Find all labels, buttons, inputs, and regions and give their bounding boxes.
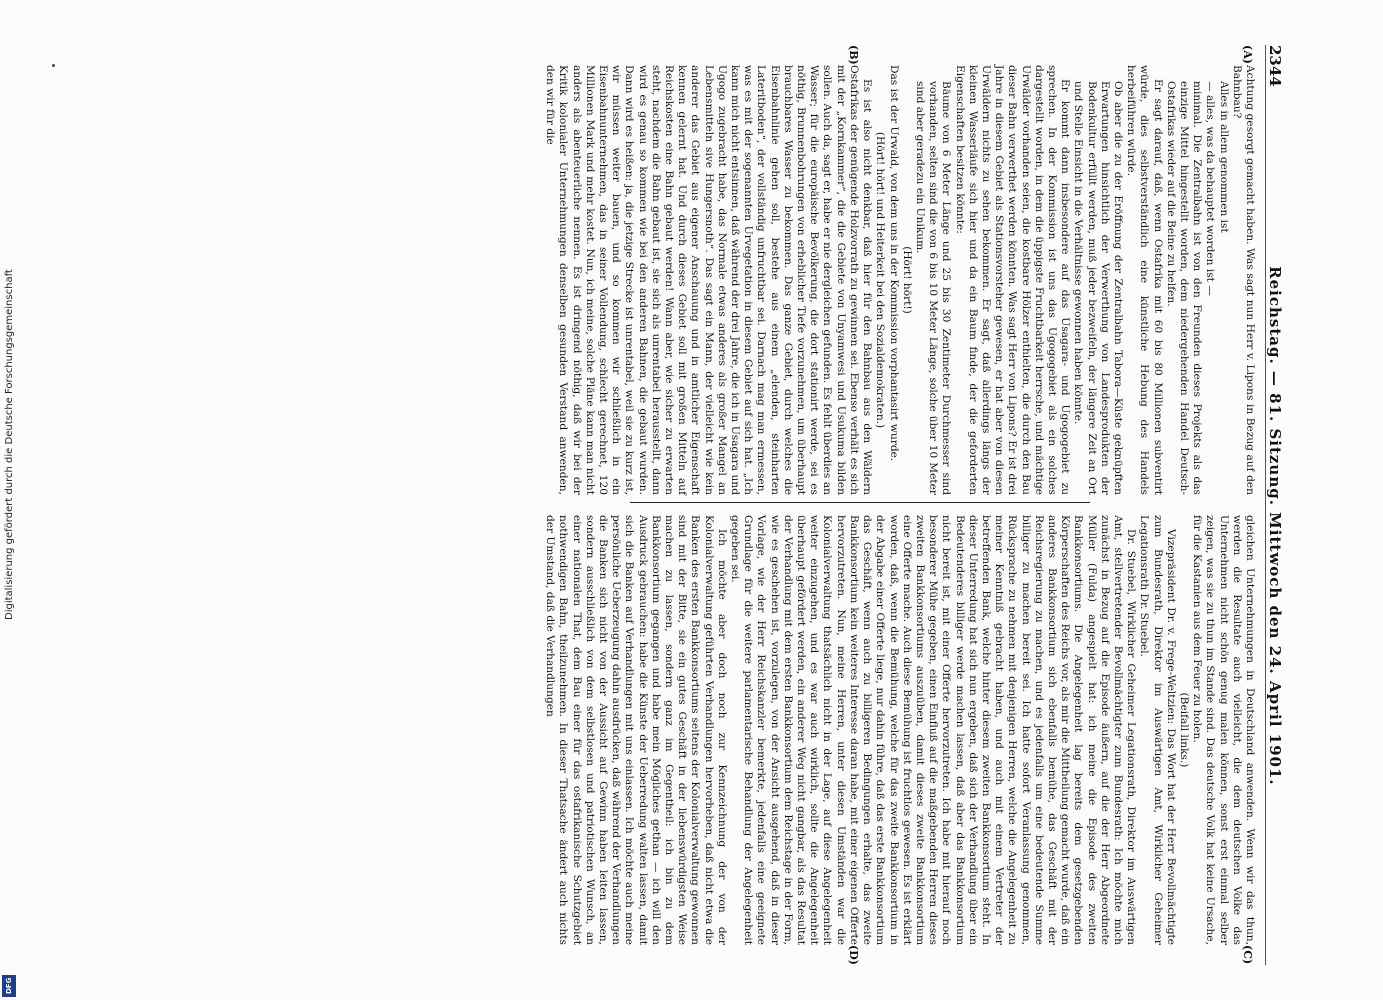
margin-letter-c: (C) xyxy=(1241,945,1254,965)
paragraph: Er sagt darauf, daß, wenn Ostafrika mit 60 bis 80 Millionen subventirt würde, dies selbstverständlich eine künstliche Hebung des Handels herbeiführen würde. xyxy=(1125,65,1164,495)
paragraph: Dr. Stuebel, Wirklicher Geheimer Legationsrath, Direktor im Auswärtigen Amt, stellvertretender Bevollmächtigter zum Bundesrath: Ich möchte mich zunächst in Bezug auf die Episode äußern, auf die der Herr Abgeordnete Müller (Fulda) angespielt hat: ich meine die Episode des zweiten Bankkonsortiums. Die Angelegenheit lag bereits dem gesetzgebenden Körperschaften des Reichs vor, als mir die Mittheilung gemacht wurde, daß ein anderes Bankkonsortium sich ebenfalls bemühe, das Geschäft mit der Reichsregierung zu machen, und es jedenfalls um eine bedeutende Summe billiger zu machen bereit sei. Ich hatte sofort Veranlassung genommen, Rücksprache zu nehmen mit denjenigen Herren, welche die Angelegenheit zu meiner Kenntniß gebracht haben, und auch mit einem Vertreter der betreffenden Bank, welche hinter diesem zweiten Bankkonsortium steht. In dieser Unterredung hat sich nun ergeben, daß sich der Verhandlung über ein Bedeutenderes billiger werde machen lassen, daß aber das Bankkonsortium nicht bereit ist, mit einer Offerte hervorzutreten. Ich habe mit hierauf noch besonderer Mühe gegeben, einen Einfluß auf die maßgebenden Herren dieses zweiten Bankkonsortiums auszuüben, damit dieses zweite Bankkonsortium eine Offerte mache. Auch diese Bemühung ist fruchtlos gewesen. Es ist erklärt worden, daß, wenn die Bemühung, welche für das zweite Bankkonsortium in der Abgabe einer Offerte liege, nur dahin führe, daß das erste Bankkonsortium das Geschäft, wenn auch zu billigeren Bedingungen erhalte, das zweite Bankkonsortium kein weiteres Interesse daran habe, mit einer eigenen Offerte hervorzutreten. Nun, meine Herren, unter diesen Umständen war die Kolonialverwaltung thatsächlich nicht in der Lage, auf diese Angelegenheit weiter einzugehen, und es war auch wirklich, sollte die Angelegenheit überhaupt gefördert werden, ein anderer Weg nicht gangbar, als das Resultat der Verhandlung mit dem ersten Bankkonsortium dem Reichstage in der Form, wie es geschehen ist, vorzulegen, von der Ansicht ausgehend, daß in dieser Vorlage, wie der Herr Reichskanzler bemerkte, jedenfalls eine geeignete Grundlage für die weitere parlamentarische Behandlung der Angelegenheit gegeben sei. xyxy=(729,515,1138,945)
interjection: (Hört! hört! und Heiterkeit bei den Sozialdemokraten.) xyxy=(874,131,887,429)
paragraph: Das ist der Urwald, von dem uns in der Kommission vorphantasirt wurde. xyxy=(887,65,900,462)
page-header xyxy=(1265,45,1290,965)
paragraph: Vizepräsident Dr. v. Frege-Weltzien: Das Wort hat der Herr Bevollmächtigte zum Bundesrath, Direktor im Auswärtigen Amt, Wirklicher Geheimer Legationsrath Dr. Stuebel. xyxy=(1138,515,1177,945)
paragraph: Ich möchte aber doch noch zur Kennzeichnung der von der Kolonialverwaltung geführten Verhandlungen hervorheben, daß nicht etwa die Banken des ersten Bankkonsortiums seitens der Kolonialverwaltung gewonnen sind mit der Bitte, sie ein gutes Geschäft in der liebenswürdigsten Weise machen zu lassen, sondern ganz im Gegentheil: ich bin zu dem Bankkonsortium gegangen und habe mein Mögliches gethan — ich will den Ausdruck gebrauchen: habe die Künste der Ueberredung walten lassen, damit sich die Banken auf Verhandlungen mit uns einlassen. Ich möchte auch meine persönliche Ueberzeugung dahin ausdrücken, daß während der Verhandlungen die Banken sich nicht von der Aussicht auf Gewinn haben leiten lassen, sondern ausschließlich von dem selbstlosen und patriotischen Wunsch, an einer nationalen That, dem Bau einer für das ostafrikanische Schutzgebiet nothwendigen Bahn, theilzunehmen. In dieser Thatsache ändert auch nichts der Umstand, daß die Verhandlungen xyxy=(544,515,728,945)
interjection: (Beifall links.) xyxy=(1177,692,1190,768)
dfg-logo-text: DFG xyxy=(5,977,13,995)
interjection: (Hört! hört!) xyxy=(900,246,913,314)
margin-letter-a: (A) xyxy=(1241,45,1254,64)
quote: Alles in allem genommen ist xyxy=(1217,81,1230,233)
quote: minimal. Die Zentralbahn ist von den Freunden dieses Projekts als das einzige Mittel hingestellt worden, dem niedergehenden Handel Deutsch-Ostafrikas wieder auf die Beine zu helfen. xyxy=(1164,81,1204,495)
page-number: 2344 xyxy=(1266,45,1284,87)
column-divider xyxy=(630,502,1090,503)
paragraph: Achtung gesorgt gemacht haben. Was sagt nun Herr v. Lipons in Bezug auf den Bahnbau? xyxy=(1230,65,1256,495)
paragraph: Er kommt dann insbesondere auf das Usagara- und Ugogogebiet zu sprechen. In der Kommission ist uns das Ugogogebiet als ein solches dargestellt worden, in dem die üppigste Fruchtbarkeit herrsche, und mächtige Urwälder vorhanden seien, die kostbare Hölzer enthielten, die durch den Bau dieser Bahn verwerthet werden könnten. Was sagt Herr von Lipons? Er ist drei Jahre in diesem Gebiet als Stationsvorsteher gewesen, er hat aber von diesen Urwäldern nichts zu sehen bekommen. Er sagt, daß allerdings längs der kleinen Wasserläufe sich hier und da ein Baum finde, der die geforderten Eigenschaften besitzen könnte: xyxy=(953,65,1072,495)
digitization-credit: Digitalisierung gefördert durch die Deutsche Forschungsgemeinschaft xyxy=(4,269,15,620)
paragraph: Es ist also nicht denkbar, daß hier für den Bahnbau aus den Wäldern Ostafrikas der genügende Holzvorrath zu gewinnen sei. Ebenso verhält es sich mit der „Kornkammer“, die die Gebiete von Unyamwesi und Usukuma bilden sollen. Auch da, sagt er, habe er nie dergleichen gefunden. Es fehlt überdies an Wasser; für die europäische Bevölkerung, die dort stationirt werde, sei es nöthig, Brunnenbohrungen von erheblicher Tiefe vorzunehmen, um überhaupt brauchbares Wasser zu bekommen. Das ganze Gebiet, durch welches die Eisenbahnlinie gehen soll, bestehe aus einem „elenden, steinharten Lateritboden“, der vollständig unfruchtbar sei. Darnach mag man ermessen, was es mit der sogenannten Urvegetation in diesem Gebiet auf sich hat. „Ich kann mich nicht entsinnen, daß während der drei Jahre, die ich in Usagara und Ugogo zugebracht habe, das Normale etwas anderes als großer Mangel an Lebensmitteln sive Hungersnoth“. Das sagt ein Mann, der vielleicht wie kein anderer das Gebiet aus eigener Anschauung und in amtlicher Eigenschaft kennen gelernt hat. Und durch dieses Gebiet soll mit großen Mitteln auf Reichskosten eine Bahn gebaut werden! Wann aber, wie sicher zu erwarten steht, nachdem die Bahn gebaut ist, sie sich als unrentabel herausstellt, dann wird es genau so kommen wie bei den anderen Bahnen, die gebaut wurden. Dann wird es heißen: ja, die jetzige Strecke ist unrentabel, weil sie zu kurz ist, wir müssen weiter bauen, und so kommen wir schließlich in ein Eisenbahnunternehmen, das in seiner Vollendung, schlecht gerechnet, 120 Millionen Mark und mehr kostet. Nun, ich meine, solche Pläne kann man nicht anders als abenteuerliche nennen. Es ist dringend nöthig, daß wir bei der Kritik kolonialer Unternehmungen denselben gesunden Verstand anwenden, den wir für die xyxy=(544,65,874,495)
right-column xyxy=(544,515,1256,945)
paragraph: gleichen Unternehmungen in Deutschland anwenden. Wenn wir das thun, werden die Resultate auch vielleicht, die dem deutschen Volke das Unternehmen nicht schön genug malen können, sonst erst einmal selber zeigen, was sie zu thun im Stande sind. Das deutsche Volk hat keine Ursache, für die Kastanien aus dem Feuer zu holen. xyxy=(1191,515,1256,945)
margin-letter-b: (B) xyxy=(847,45,860,65)
left-column xyxy=(544,65,1256,495)
page-title: Reichstag. — 81. Sitzung. Mittwoch den 24. April 1901. xyxy=(1266,266,1284,786)
margin-letter-d: (D) xyxy=(847,945,860,965)
rotated-page xyxy=(50,45,1290,965)
quote: — alles, was da behauptet worden ist — xyxy=(1204,81,1217,296)
quote: Ob aber die zu der Eröffnung der Zentralbahn Tabora—Küste geknüpften Erwartungen hinsichtlich der Verwerthung von Landesprodukten der Bodenkultur erfüllt werden, muß jeder bezweifeln, der längere Zeit an Ort und Stelle Einsicht in die Verhältnisse gewonnen haben könnte. xyxy=(1072,81,1124,495)
quote: Bäume von 6 Meter Länge und 25 bis 30 Zentimeter Durchmesser sind vorhanden, selten sind die von 6 bis 10 Meter Länge, solche über 10 Meter sind aber geradezu ein Unikum. xyxy=(913,81,953,495)
dfg-logo xyxy=(2,975,16,997)
